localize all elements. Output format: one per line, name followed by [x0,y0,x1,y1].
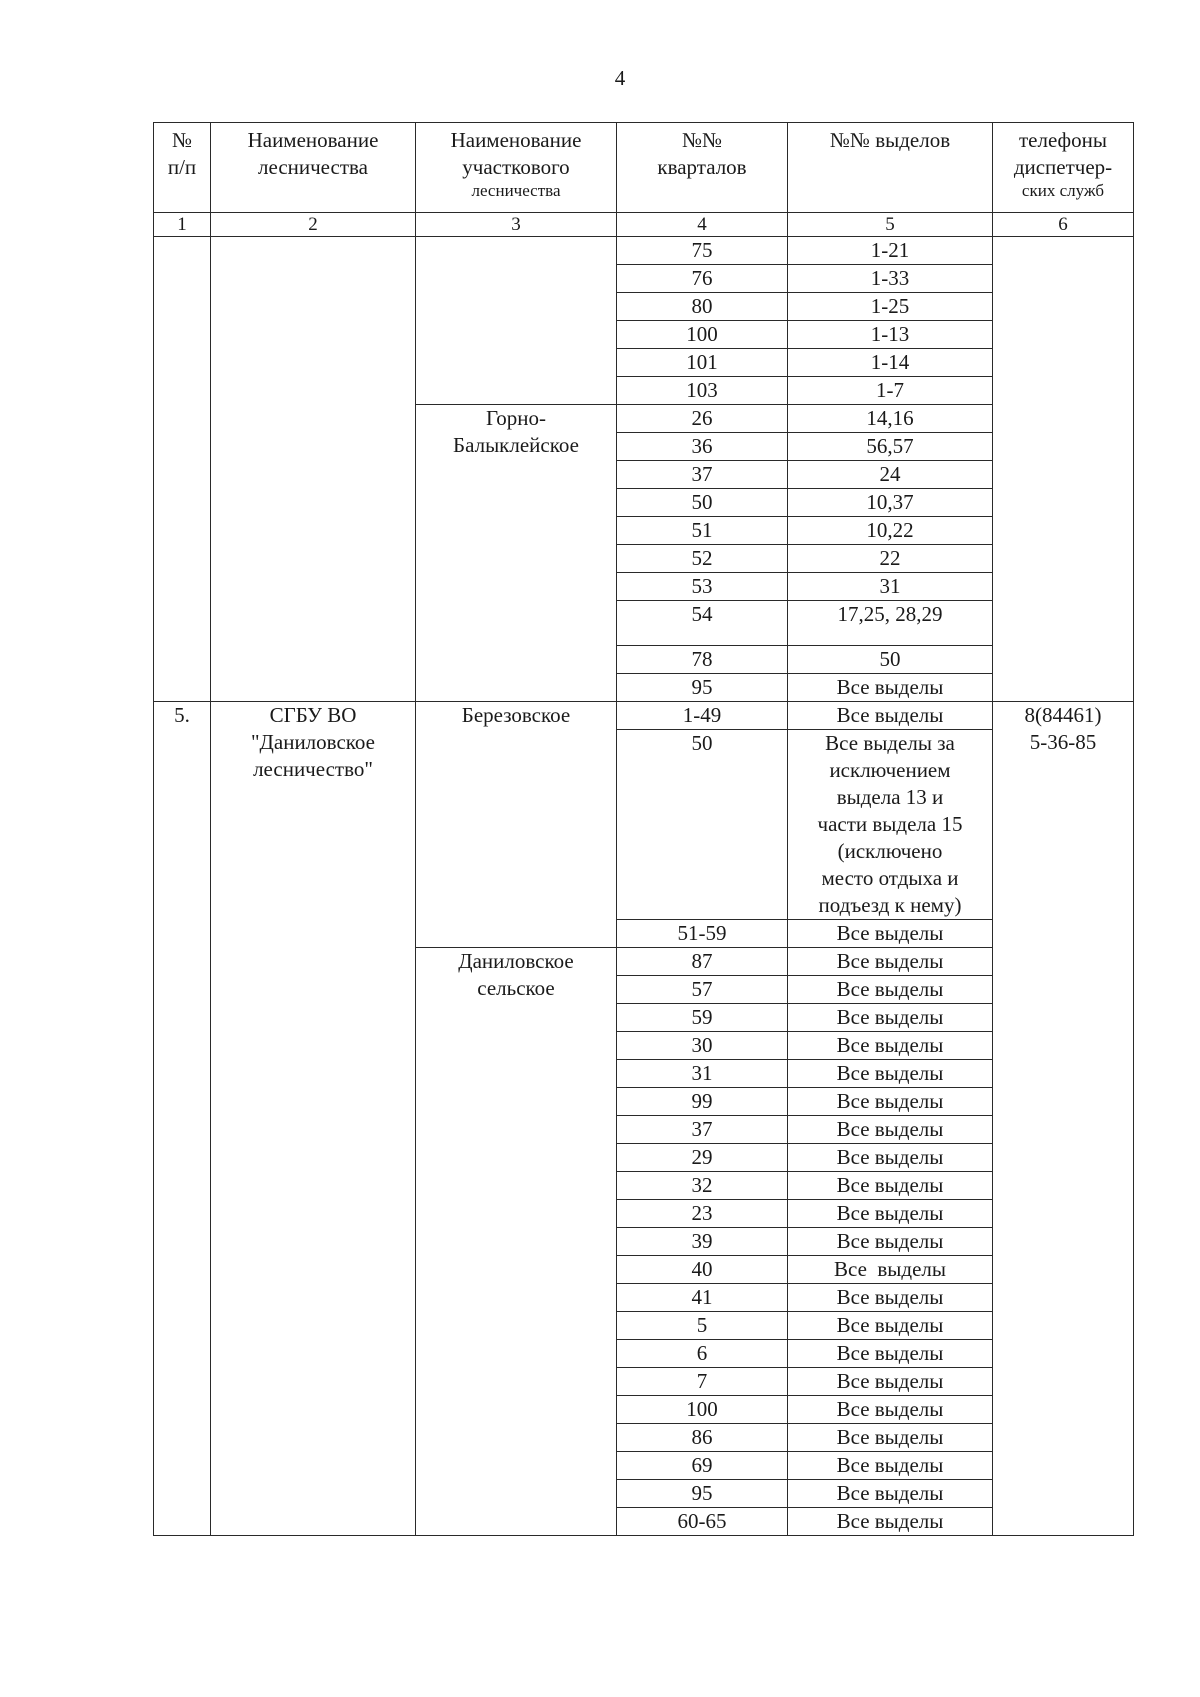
plots-cell: 1-7 [788,377,993,405]
quarter-cell: 101 [617,349,788,377]
entry-num-cell: 5. [154,702,211,1536]
quarter-cell: 51 [617,517,788,545]
column-number-row [154,213,1134,237]
plots-cell: Все выделы [788,948,993,976]
quarter-cell: 7 [617,1368,788,1396]
plots-cell: Все выделы [788,1480,993,1508]
plots-cell: 31 [788,573,993,601]
table-row [154,702,1134,730]
quarter-cell: 78 [617,646,788,674]
quarter-cell: 36 [617,433,788,461]
quarter-cell: 100 [617,1396,788,1424]
district-name-cell: Горно- Балыклейское [416,405,617,702]
quarter-cell: 37 [617,1116,788,1144]
forestry-name-cell [211,237,416,702]
quarter-cell: 99 [617,1088,788,1116]
plots-cell: 14,16 [788,405,993,433]
quarter-cell: 32 [617,1172,788,1200]
column-number: 1 [154,213,211,237]
plots-cell: Все выделы [788,1340,993,1368]
plots-cell: Все выделы [788,1228,993,1256]
plots-cell: 56,57 [788,433,993,461]
header-num: № п/п [154,123,211,213]
column-number: 5 [788,213,993,237]
plots-cell: 1-21 [788,237,993,265]
plots-cell: Все выделы [788,1284,993,1312]
quarter-cell: 80 [617,293,788,321]
quarter-cell: 26 [617,405,788,433]
column-number: 2 [211,213,416,237]
plots-cell: Все выделы [788,1200,993,1228]
header-quarters: №№ кварталов [617,123,788,213]
header-forestry-name: Наименование лесничества [211,123,416,213]
district-name-cell [416,237,617,405]
quarter-cell: 29 [617,1144,788,1172]
quarter-cell: 54 [617,601,788,646]
plots-cell: Все выделы [788,1088,993,1116]
column-number: 6 [993,213,1134,237]
plots-cell: Все выделы [788,1396,993,1424]
quarter-cell: 52 [617,545,788,573]
plots-cell: Все выделы [788,1032,993,1060]
page-number: 4 [614,66,626,90]
plots-cell: 1-13 [788,321,993,349]
quarter-cell: 5 [617,1312,788,1340]
quarter-cell: 50 [617,730,788,920]
forestry-name-cell: СГБУ ВО "Даниловское лесничество" [211,702,416,1536]
plots-cell: 1-33 [788,265,993,293]
plots-cell: 1-14 [788,349,993,377]
plots-cell: Все выделы [788,1144,993,1172]
plots-cell: 10,37 [788,489,993,517]
plots-cell: Все выделы [788,1116,993,1144]
quarter-cell: 6 [617,1340,788,1368]
quarter-cell: 59 [617,1004,788,1032]
plots-cell: Все выделы [788,1004,993,1032]
quarter-cell: 41 [617,1284,788,1312]
plots-cell: 17,25, 28,29 [788,601,993,646]
quarter-cell: 69 [617,1452,788,1480]
plots-cell: 22 [788,545,993,573]
plots-cell: Все выделы [788,702,993,730]
quarter-cell: 1-49 [617,702,788,730]
plots-cell: Все выделы [788,1368,993,1396]
quarter-cell: 86 [617,1424,788,1452]
quarter-cell: 23 [617,1200,788,1228]
quarter-cell: 51-59 [617,920,788,948]
phone-cell: 8(84461) 5-36-85 [993,702,1134,1536]
plots-cell: 1-25 [788,293,993,321]
quarter-cell: 87 [617,948,788,976]
entry-num-cell [154,237,211,702]
quarter-cell: 100 [617,321,788,349]
column-number: 4 [617,213,788,237]
header-row [154,123,1134,213]
quarter-cell: 95 [617,674,788,702]
header-phones-main: телефоны диспетчер- [1013,128,1113,179]
quarter-cell: 40 [617,1256,788,1284]
quarter-cell: 76 [617,265,788,293]
plots-cell: Все выделы [788,1256,993,1284]
quarter-cell: 60-65 [617,1508,788,1536]
plots-cell: Все выделы [788,1508,993,1536]
header-phones-small: ских служб [1021,181,1105,200]
quarter-cell: 53 [617,573,788,601]
quarter-cell: 30 [617,1032,788,1060]
plots-cell: Все выделы [788,1452,993,1480]
plots-cell: Все выделы [788,1060,993,1088]
quarter-cell: 75 [617,237,788,265]
plots-cell: Все выделы [788,920,993,948]
quarter-cell: 39 [617,1228,788,1256]
quarter-cell: 57 [617,976,788,1004]
quarter-cell: 37 [617,461,788,489]
header-phones [993,123,1134,213]
plots-cell: Все выделы [788,1172,993,1200]
plots-cell: Все выделы [788,1312,993,1340]
phone-cell [993,237,1134,702]
quarter-cell: 103 [617,377,788,405]
plots-cell: 50 [788,646,993,674]
plots-cell: 24 [788,461,993,489]
header-district-name-small: лесничества [471,181,561,200]
header-plots: №№ выделов [788,123,993,213]
plots-cell: Все выделы за исключением выдела 13 и части выдела 15 (исключено место отдыха и подъезд к нему) [788,730,993,920]
column-number: 3 [416,213,617,237]
district-name-cell: Березовское [416,702,617,948]
header-district-name-main: Наименование участкового [450,128,582,179]
quarter-cell: 95 [617,1480,788,1508]
district-name-cell: Даниловское сельское [416,948,617,1536]
table-row [154,237,1134,265]
plots-cell: Все выделы [788,674,993,702]
quarter-cell: 50 [617,489,788,517]
plots-cell: 10,22 [788,517,993,545]
plots-cell: Все выделы [788,1424,993,1452]
forestry-table [153,122,1134,1536]
quarter-cell: 31 [617,1060,788,1088]
plots-cell: Все выделы [788,976,993,1004]
header-district-name [416,123,617,213]
